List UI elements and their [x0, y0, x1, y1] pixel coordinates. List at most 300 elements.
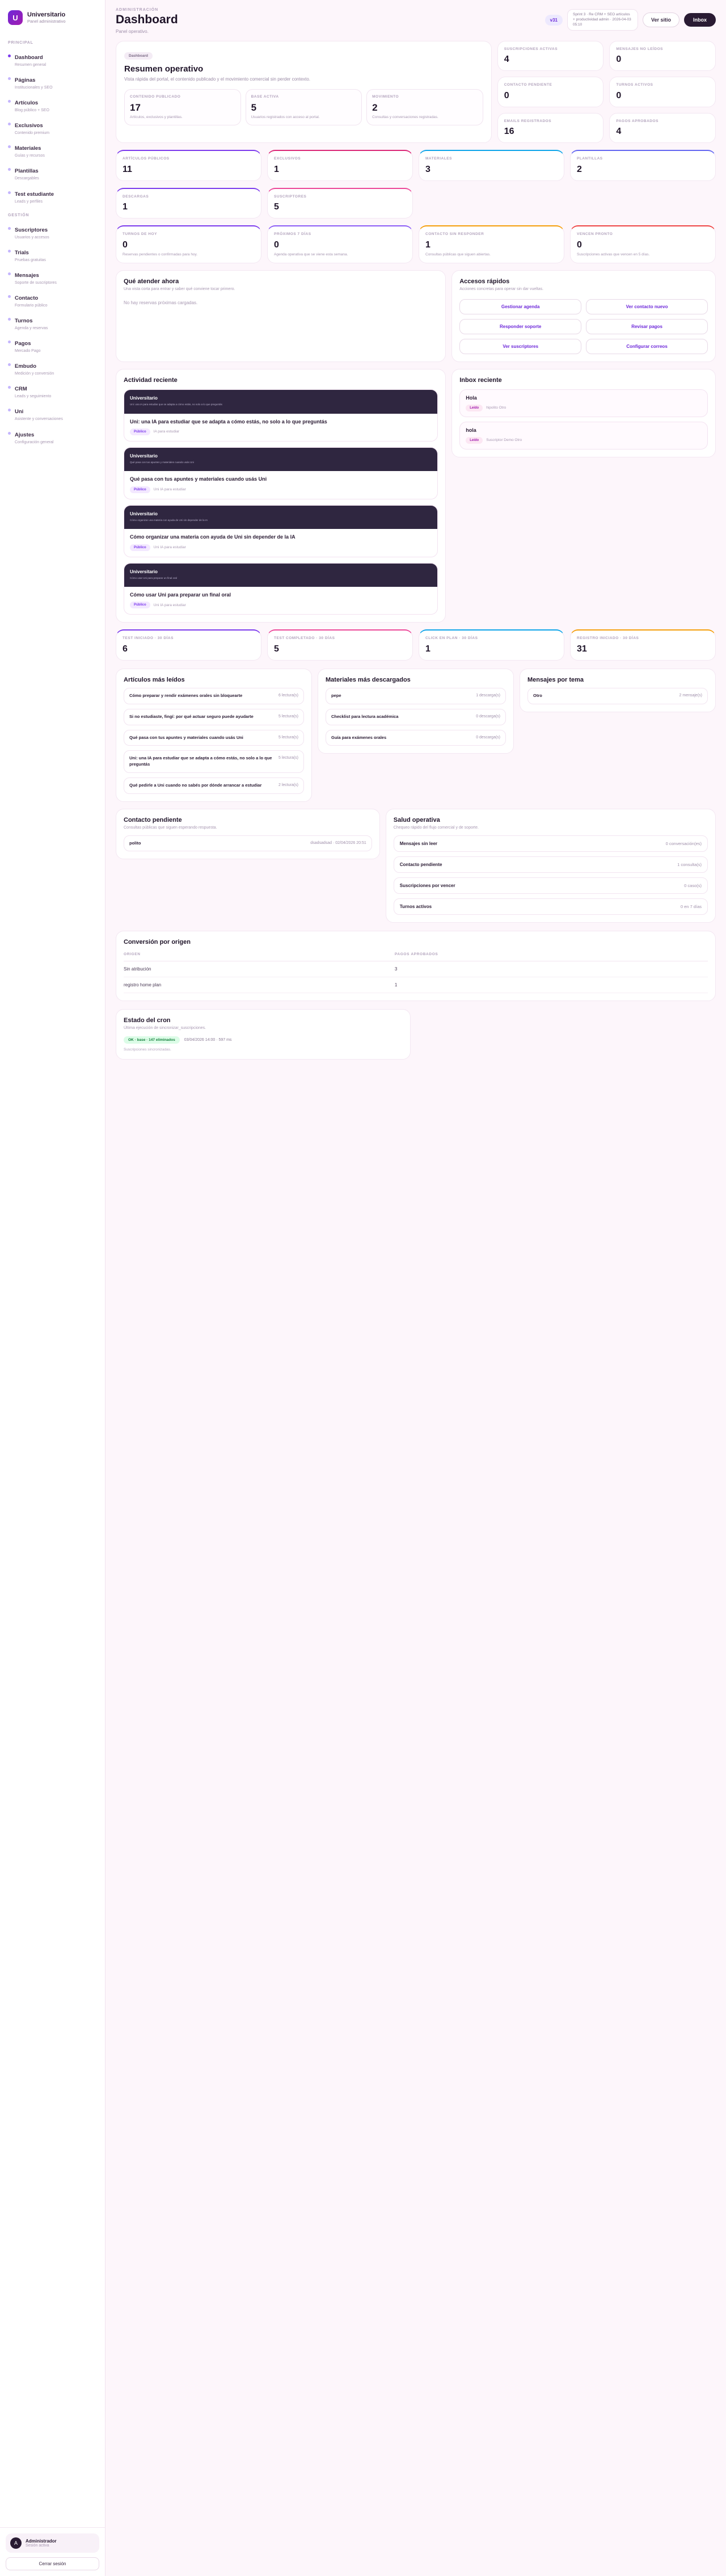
kpi-sub: Consultas públicas que siguen abiertas. [425, 252, 491, 257]
bullet-icon [8, 168, 11, 171]
item-value: 6 lectura(s) [278, 693, 298, 697]
sidebar-item-test-estudiante[interactable] [0, 185, 105, 208]
sidebar-item-contacto[interactable] [0, 289, 105, 312]
stat-value: 17 [130, 102, 141, 113]
item-name: Qué pasa con tus apuntes y materiales cuando usás Uni [129, 734, 243, 740]
main-content [105, 0, 726, 2576]
kpi-suscriptores [267, 188, 413, 218]
item-value: 5 lectura(s) [278, 735, 298, 739]
quick-action-responder-soporte[interactable]: Responder soporte [459, 319, 581, 334]
item-name: pepe [331, 692, 341, 698]
health-value: 1 consulta(s) [677, 862, 702, 867]
inbox-subject: hola [466, 427, 476, 433]
kpi-value: 1 [425, 239, 430, 250]
pending-contact-card [116, 809, 380, 859]
bullet-icon [8, 272, 11, 275]
mini-stat-suscripciones-activas [497, 41, 604, 71]
status-badge: OK · base · 147 eliminados [124, 1036, 180, 1044]
health-value: 0 en 7 días [680, 904, 702, 909]
sidebar-item-text [15, 97, 49, 113]
contact-detail: dsadsadsad · 02/04/2026 20:51 [310, 841, 366, 845]
messages-by-topic-title: Mensajes por tema [527, 676, 584, 683]
attention-title: Qué atender ahora [124, 278, 179, 285]
stat-base-activa [246, 89, 362, 125]
bullet-icon [8, 409, 11, 411]
table-head [124, 952, 708, 961]
bullet-icon [8, 386, 11, 389]
mini-label: SUSCRIPCIONES ACTIVAS [504, 47, 558, 51]
brand[interactable] [0, 8, 105, 35]
kpi-label: PRÓXIMOS 7 DÍAS [274, 232, 311, 237]
conversion-table [124, 952, 708, 993]
sidebar-item-label: CRM [15, 386, 27, 393]
kpi-spacer [419, 188, 564, 218]
sidebar-item-dashboard[interactable] [0, 48, 105, 71]
sidebar-item-text [15, 338, 41, 354]
summary-card [116, 41, 492, 143]
top-articles-card [116, 669, 312, 802]
inbox-meta [466, 437, 702, 444]
list-item[interactable] [527, 688, 708, 704]
sidebar-item-articulos[interactable] [0, 94, 105, 116]
attention-card [116, 270, 446, 362]
sidebar-item-pagos[interactable] [0, 334, 105, 357]
attention-empty-state: No hay reservas próximas cargadas. [124, 300, 198, 305]
cron-status-row [124, 1036, 403, 1044]
cell-pagos: 1 [395, 977, 708, 993]
sidebar-item-crm[interactable] [0, 380, 105, 402]
thumbnail-caption: Uni: una IA para estudiar que se adapta a cómo estás, no solo a lo que preguntás [130, 402, 222, 406]
sidebar-item-text [15, 406, 63, 422]
sidebar-item-desc: Asistente y conversaciones [15, 417, 63, 422]
list-item[interactable] [124, 688, 304, 704]
list-item[interactable] [124, 778, 304, 794]
bullet-icon [8, 123, 11, 125]
quick-access-subtitle: Acciones concretas para operar sin dar vueltas. [459, 287, 544, 292]
sidebar-item-desc: Formulario público [15, 303, 48, 308]
sidebar-item-desc: Institucionales y SEO [15, 86, 53, 90]
health-value: 0 conversación(es) [665, 841, 702, 846]
status-badge: Público [130, 486, 150, 493]
item-value: 0 descarga(s) [476, 714, 500, 718]
stat-value: 5 [251, 102, 257, 113]
mini-label: EMAILS REGISTRADOS [504, 119, 552, 123]
item-value: 1 descarga(s) [476, 693, 500, 697]
bullet-icon [8, 341, 11, 343]
item-value: 2 lectura(s) [278, 783, 298, 788]
health-row-contacto-pendiente [394, 856, 708, 873]
mini-value: 4 [504, 54, 509, 65]
overview-row [116, 41, 716, 143]
quick-access-card [451, 270, 716, 362]
activity-category: Uni IA para estudiar [153, 545, 186, 549]
bullet-icon [8, 145, 11, 148]
kpi-value: 5 [274, 644, 279, 654]
cron-title: Estado del cron [124, 1016, 171, 1024]
sidebar-item-text [15, 315, 48, 331]
quick-action-ver-contacto-nuevo[interactable]: Ver contacto nuevo [586, 299, 708, 314]
ops-health-title: Salud operativa [393, 817, 440, 824]
attention-row [116, 270, 716, 362]
sidebar-item-label: Uni [15, 409, 24, 415]
bullet-icon [8, 77, 11, 80]
kpi-value: 1 [425, 644, 430, 654]
sidebar-item-text [15, 142, 45, 158]
sidebar-footer [0, 2527, 105, 2576]
sidebar-item-paginas[interactable] [0, 71, 105, 94]
kpi-label: SUSCRIPTORES [274, 194, 307, 199]
kpi-turnos-de-hoy [116, 225, 261, 263]
mini-value: 0 [504, 90, 509, 100]
mini-stat-emails-registrados [497, 113, 604, 143]
kpi-sub: Suscripciones activas que vencen en 5 días. [577, 252, 650, 257]
sidebar-item-materiales[interactable] [0, 139, 105, 162]
item-name: Guía para exámenes orales [331, 734, 387, 740]
sidebar-item-desc: Soporte de suscriptores [15, 280, 57, 285]
kpi-descargas [116, 188, 261, 218]
activity-thumbnail [124, 390, 437, 414]
ops-health-card [386, 809, 716, 922]
activity-category: Uni IA para estudiar [153, 488, 186, 492]
bullet-icon [8, 250, 11, 253]
stat-value: 2 [372, 102, 378, 113]
sidebar [0, 0, 105, 2576]
list-item[interactable] [124, 730, 304, 746]
list-item[interactable] [459, 389, 708, 417]
health-label: Contacto pendiente [399, 862, 442, 867]
kpi-spacer [570, 188, 716, 218]
pending-contact-title: Contacto pendiente [124, 817, 182, 824]
kpi-value: 1 [123, 202, 128, 212]
list-item[interactable] [124, 835, 372, 852]
kpi-value: 6 [123, 644, 128, 654]
column-origen: ORIGEN [124, 952, 395, 961]
ops-health-subtitle: Chequeo rápido del flujo comercial y de soporte. [393, 826, 479, 830]
summary-stats [124, 89, 483, 125]
kpi-materiales [419, 150, 564, 180]
health-label: Turnos activos [399, 904, 432, 909]
kpi-label: TEST INICIADO · 30 DÍAS [123, 636, 174, 641]
kpi-proximos-7-dias [267, 225, 413, 263]
page-heading [116, 8, 178, 34]
mini-value: 0 [616, 90, 622, 100]
mini-value: 4 [616, 127, 622, 137]
bullet-icon [8, 432, 11, 435]
item-value: 2 mensaje(s) [679, 693, 702, 697]
list-item[interactable] [459, 422, 708, 449]
mini-stats-grid [497, 41, 716, 143]
table-header-row [124, 952, 708, 961]
quick-action-gestionar-agenda[interactable]: Gestionar agenda [459, 299, 581, 314]
stat-contenido-publicado [124, 89, 241, 125]
kpi-value: 0 [577, 239, 582, 250]
activity-title: Cómo organizar una materia con ayuda de Uni sin depender de la IA [130, 534, 296, 540]
sidebar-item-label: Dashboard [15, 54, 43, 61]
health-value: 0 caso(s) [684, 883, 702, 888]
top-materials-card [318, 669, 514, 754]
quick-action-configurar-correos[interactable]: Configurar correos [586, 339, 708, 354]
kpi-label: DESCARGAS [123, 194, 149, 199]
sidebar-item-desc: Agenda y reservas [15, 326, 48, 331]
sidebar-item-desc: Configuración general [15, 440, 54, 444]
list-item[interactable] [124, 389, 438, 442]
thumbnail-caption: Cómo organizar una materia con ayuda de Uni sin depender de la IA [130, 518, 208, 522]
kpi-label: TEST COMPLETADO · 30 DÍAS [274, 636, 335, 641]
list-item[interactable] [124, 750, 304, 773]
health-row [116, 809, 716, 922]
mini-label: PAGOS APROBADOS [616, 119, 659, 123]
item-value: 5 lectura(s) [278, 714, 298, 718]
topbar-actions [545, 8, 716, 31]
inbox-meta [466, 405, 702, 411]
cron-status-card [116, 1009, 411, 1060]
sidebar-item-desc: Descargables [15, 177, 39, 181]
health-row-turnos-activos [394, 898, 708, 915]
sidebar-item-label: Materiales [15, 145, 41, 152]
kpi-vencen-pronto [570, 225, 716, 263]
activity-meta [130, 486, 432, 493]
sidebar-item-ajustes[interactable] [0, 426, 105, 448]
kpi-value: 0 [274, 239, 279, 250]
quick-access-title: Accesos rápidos [459, 278, 510, 285]
ops-kpi-row [116, 225, 716, 263]
activity-body [124, 529, 437, 556]
recent-inbox-card [451, 369, 716, 457]
activity-body [124, 414, 437, 441]
sidebar-item-turnos[interactable] [0, 312, 105, 334]
activity-category: IA para estudiar [153, 430, 180, 434]
stat-sub: Artículos, exclusivos y plantillas. [130, 115, 183, 119]
sidebar-item-text [15, 120, 49, 136]
kpi-exclusivos [267, 150, 413, 180]
sidebar-item-text [15, 383, 51, 399]
kpi-value: 5 [274, 202, 279, 212]
sidebar-item-exclusivos[interactable] [0, 116, 105, 139]
mini-value: 0 [616, 54, 622, 65]
status-badge: Público [130, 428, 150, 435]
kpi-value: 31 [577, 644, 587, 654]
item-value: 0 descarga(s) [476, 735, 500, 739]
logout-button[interactable]: Cerrar sesión [6, 2557, 99, 2570]
funnel-kpi-row [116, 629, 716, 660]
brand-logo-icon: U [8, 10, 23, 25]
bullet-icon [8, 318, 11, 321]
inbox-sender: hipolito Otro [486, 406, 506, 410]
sidebar-item-label: Exclusivos [15, 123, 43, 129]
thumbnail-caption: Cómo usar Uni para preparar un final oral [130, 576, 178, 579]
activity-meta [130, 602, 432, 608]
sidebar-item-text [15, 188, 54, 204]
sidebar-section-principal-label: PRINCIPAL [8, 41, 33, 45]
activity-title: Cómo usar Uni para preparar un final oral [130, 592, 231, 598]
sidebar-item-label: Contacto [15, 295, 39, 301]
bullet-icon [8, 191, 11, 194]
cron-note: Suscripciones sincronizadas. [124, 1047, 171, 1052]
contact-name: polito [129, 840, 141, 846]
brand-text [27, 11, 66, 24]
session-status: Sesión activa [26, 2544, 49, 2548]
breadcrumb: ADMINISTRACIÓN [116, 8, 159, 12]
user-text [26, 2539, 57, 2548]
sidebar-item-text [15, 270, 57, 285]
list-item[interactable] [124, 447, 438, 499]
thumbnail-brand: Universitario [130, 395, 158, 401]
sidebar-item-label: Artículos [15, 100, 39, 107]
kpi-value: 0 [123, 239, 128, 250]
stat-sub: Usuarios registrados con acceso al portal. [251, 115, 320, 119]
activity-category: Uni IA para estudiar [153, 603, 186, 607]
quick-action-ver-suscriptores[interactable]: Ver suscriptores [459, 339, 581, 354]
attention-subtitle: Una vista corta para entrar y saber qué conviene tocar primero. [124, 287, 235, 292]
version-badge: v31 [545, 15, 563, 26]
cell-origen: Sin atribución [124, 961, 395, 977]
thumbnail-brand: Universitario [130, 511, 158, 516]
stat-label: MOVIMIENTO [372, 95, 399, 99]
brand-title: Universitario [27, 11, 66, 18]
content-kpi-row [116, 150, 716, 180]
mini-stat-turnos-activos [609, 77, 716, 107]
kpi-label: PLANTILLAS [577, 157, 603, 161]
kpi-test-completado [267, 629, 413, 660]
sidebar-item-text [15, 52, 46, 68]
mini-label: MENSAJES NO LEÍDOS [616, 47, 664, 51]
kpi-contacto-sin-responder [419, 225, 564, 263]
list-item[interactable] [326, 730, 506, 746]
kpi-registro-iniciado [570, 629, 716, 660]
item-name: Qué pedirle a Uni cuando no sabés por dónde arrancar a estudiar [129, 783, 262, 788]
sidebar-item-text [15, 247, 46, 263]
kpi-value: 2 [577, 164, 582, 174]
kpi-label: CLICK EN PLAN · 30 DÍAS [425, 636, 478, 641]
bullet-icon [8, 227, 11, 230]
item-name: Otro [533, 692, 542, 698]
item-name: Si no estudiaste, fingí: por qué actuar seguro puede ayudarte [129, 713, 254, 719]
sidebar-item-embudo[interactable] [0, 357, 105, 380]
conversion-title: Conversión por origen [124, 938, 191, 945]
health-label: Mensajes sin leer [399, 841, 438, 846]
kpi-label: VENCEN PRONTO [577, 232, 613, 237]
sidebar-item-suscriptores[interactable] [0, 221, 105, 243]
table-row [124, 977, 708, 993]
column-pagos-aprobados: PAGOS APROBADOS [395, 952, 708, 961]
quick-action-revisar-pagos[interactable]: Revisar pagos [586, 319, 708, 334]
user-name: Administrador [26, 2539, 57, 2544]
kpi-value: 3 [425, 164, 430, 174]
kpi-label: MATERIALES [425, 157, 452, 161]
sidebar-item-plantillas[interactable] [0, 162, 105, 184]
list-item[interactable] [326, 709, 506, 725]
sidebar-item-desc: Contenido premium [15, 131, 50, 136]
sidebar-item-mensajes[interactable] [0, 266, 105, 289]
sidebar-item-desc: Medición y conversión [15, 372, 54, 376]
activity-thumbnail [124, 506, 437, 530]
table-row [124, 961, 708, 977]
stat-sub: Consultas y conversaciones registradas. [372, 115, 438, 119]
kpi-label: EXCLUSIVOS [274, 157, 301, 161]
summary-title: Resumen operativo [124, 64, 204, 74]
inbox-button[interactable]: Inbox [684, 13, 716, 27]
activity-meta [130, 428, 432, 435]
list-item[interactable] [326, 688, 506, 704]
kpi-label: CONTACTO SIN RESPONDER [425, 232, 484, 237]
status-badge: Público [130, 544, 150, 551]
top-lists-row [116, 669, 716, 802]
activity-title: Uni: una IA para estudiar que se adapta a cómo estás, no solo a lo que preguntás [130, 418, 327, 425]
avatar: A [10, 2537, 22, 2549]
sidebar-item-uni[interactable] [0, 402, 105, 425]
mini-label: CONTACTO PENDIENTE [504, 83, 552, 87]
bullet-icon [8, 54, 11, 57]
kpi-value: 11 [123, 164, 132, 174]
sidebar-item-text [15, 165, 39, 181]
recent-activity-card [116, 369, 446, 623]
mini-stat-contacto-pendiente [497, 77, 604, 107]
top-materials-title: Materiales más descargados [326, 676, 411, 683]
pending-contact-subtitle: Consultas públicas que siguen esperando respuesta. [124, 826, 217, 830]
kpi-label: ARTÍCULOS PÚBLICOS [123, 157, 170, 161]
kpi-label: TURNOS DE HOY [123, 232, 157, 237]
summary-subtitle: Vista rápida del portal, el contenido publicado y el movimiento comercial sin perder contexto. [124, 77, 311, 82]
sidebar-item-desc: Leads y perfiles [15, 199, 43, 204]
user-card[interactable] [6, 2533, 99, 2553]
health-row-mensajes-sin-leer [394, 835, 708, 852]
bullet-icon [8, 295, 11, 298]
sidebar-item-label: Plantillas [15, 168, 39, 175]
cell-pagos: 3 [395, 961, 708, 977]
sidebar-item-text [15, 429, 54, 445]
item-name: Uni: una IA para estudiar que se adapta a cómo estás, no solo a lo que preguntás [129, 755, 272, 767]
thumbnail-caption: Qué pasa con tus apuntes y materiales cuando usás Uni [130, 460, 194, 464]
bullet-icon [8, 100, 11, 103]
inbox-subject: Hola [466, 394, 477, 401]
mini-value: 16 [504, 127, 514, 137]
bullet-icon [8, 363, 11, 366]
recent-activity-title: Actividad reciente [124, 376, 178, 384]
thumbnail-brand: Universitario [130, 453, 158, 459]
cron-detail: 03/04/2026 14:00 · 597 ms [184, 1037, 232, 1042]
sidebar-item-desc: Guías y recursos [15, 154, 45, 158]
sidebar-item-trials[interactable] [0, 243, 105, 266]
list-item[interactable] [124, 709, 304, 725]
activity-body [124, 587, 437, 614]
sidebar-item-text [15, 74, 53, 90]
kpi-articulos-publicos [116, 150, 261, 180]
health-row-suscripciones-por-vencer [394, 877, 708, 894]
thumbnail-brand: Universitario [130, 569, 158, 574]
sidebar-section-gestion-label: GESTIÓN [8, 213, 29, 217]
sidebar-item-label: Test estudiante [15, 191, 54, 197]
sidebar-item-desc: Blog público + SEO [15, 108, 49, 113]
stat-movimiento [366, 89, 483, 125]
health-label: Suscripciones por vencer [399, 883, 455, 888]
sidebar-item-label: Pagos [15, 341, 31, 347]
item-value: 5 lectura(s) [278, 756, 298, 760]
status-badge: Público [130, 602, 150, 608]
page-title: Dashboard [116, 13, 178, 26]
activity-title: Qué pasa con tus apuntes y materiales cuando usás Uni [130, 476, 267, 482]
view-site-button[interactable]: Ver sitio [643, 12, 679, 27]
usage-kpi-row [116, 188, 716, 218]
item-name: Cómo preparar y rendir exámenes orales sin bloquearte [129, 692, 243, 698]
table-body [124, 961, 708, 993]
list-item[interactable] [124, 505, 438, 557]
kpi-sub: Agenda operativa que se viene esta semana. [274, 252, 348, 257]
list-item[interactable] [124, 563, 438, 615]
kpi-value: 1 [274, 164, 279, 174]
conversion-card [116, 931, 716, 1001]
sidebar-item-desc: Resumen general [15, 63, 47, 67]
activity-thumbnail [124, 564, 437, 587]
